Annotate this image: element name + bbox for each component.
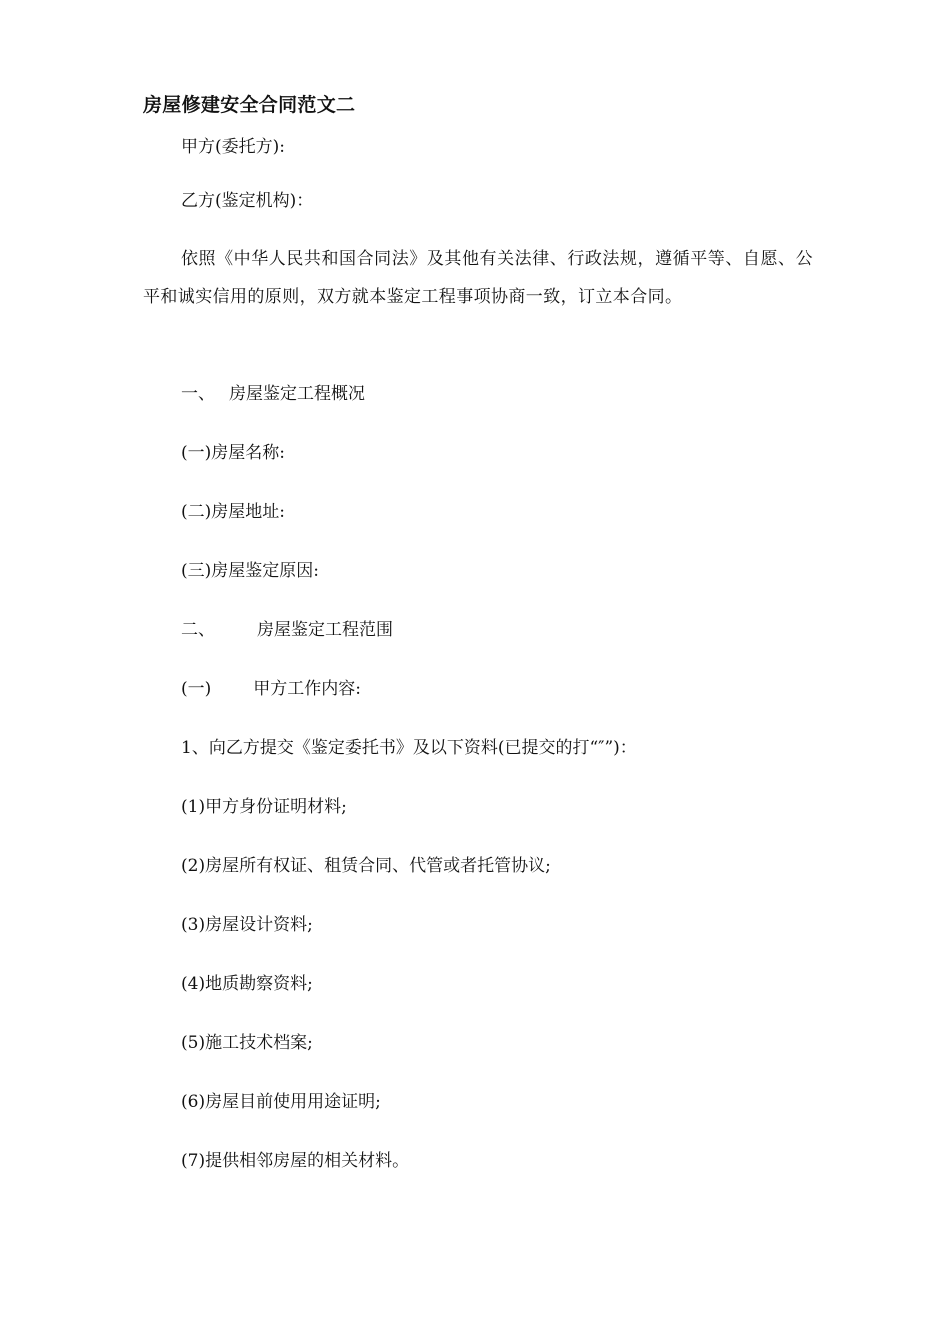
document-title: 房屋修建安全合同范文二 xyxy=(143,94,356,116)
section-1-heading xyxy=(181,382,365,406)
subsection-heading xyxy=(181,677,361,701)
step-1-line: 1、向乙方提交《鉴定委托书》及以下资料(已提交的打“″”)： xyxy=(181,738,637,758)
section-1-item: (一)房屋名称: xyxy=(181,443,285,463)
section-1-title: 房屋鉴定工程概况 xyxy=(229,384,365,404)
material-item: (5)施工技术档案; xyxy=(181,1033,313,1053)
section-1-number: 一、 xyxy=(181,384,215,404)
material-item: (7)提供相邻房屋的相关材料。 xyxy=(181,1151,410,1171)
material-item: (2)房屋所有权证、租赁合同、代管或者托管协议; xyxy=(181,856,551,876)
material-item: (1)甲方身份证明材料; xyxy=(181,797,347,817)
subsection-number: (一) xyxy=(181,679,212,699)
material-item: (6)房屋目前使用用途证明; xyxy=(181,1092,381,1112)
subsection-title: 甲方工作内容: xyxy=(253,679,361,699)
intro-paragraph: 依照《中华人民共和国合同法》及其他有关法律、行政法规，遵循平等、自愿、公平和诚实信用的原则，双方就本鉴定工程事项协商一致，订立本合同。 xyxy=(143,249,813,307)
section-2-heading xyxy=(181,618,393,642)
material-item: (4)地质勘察资料; xyxy=(181,974,313,994)
party-a-line: 甲方(委托方): xyxy=(181,137,285,157)
section-2-number: 二、 xyxy=(181,620,215,640)
material-item: (3)房屋设计资料; xyxy=(181,915,313,935)
section-1-item: (三)房屋鉴定原因: xyxy=(181,561,319,581)
section-1-item: (二)房屋地址: xyxy=(181,502,285,522)
party-b-line: 乙方(鉴定机构)： xyxy=(181,191,314,211)
section-2-title: 房屋鉴定工程范围 xyxy=(257,620,393,640)
